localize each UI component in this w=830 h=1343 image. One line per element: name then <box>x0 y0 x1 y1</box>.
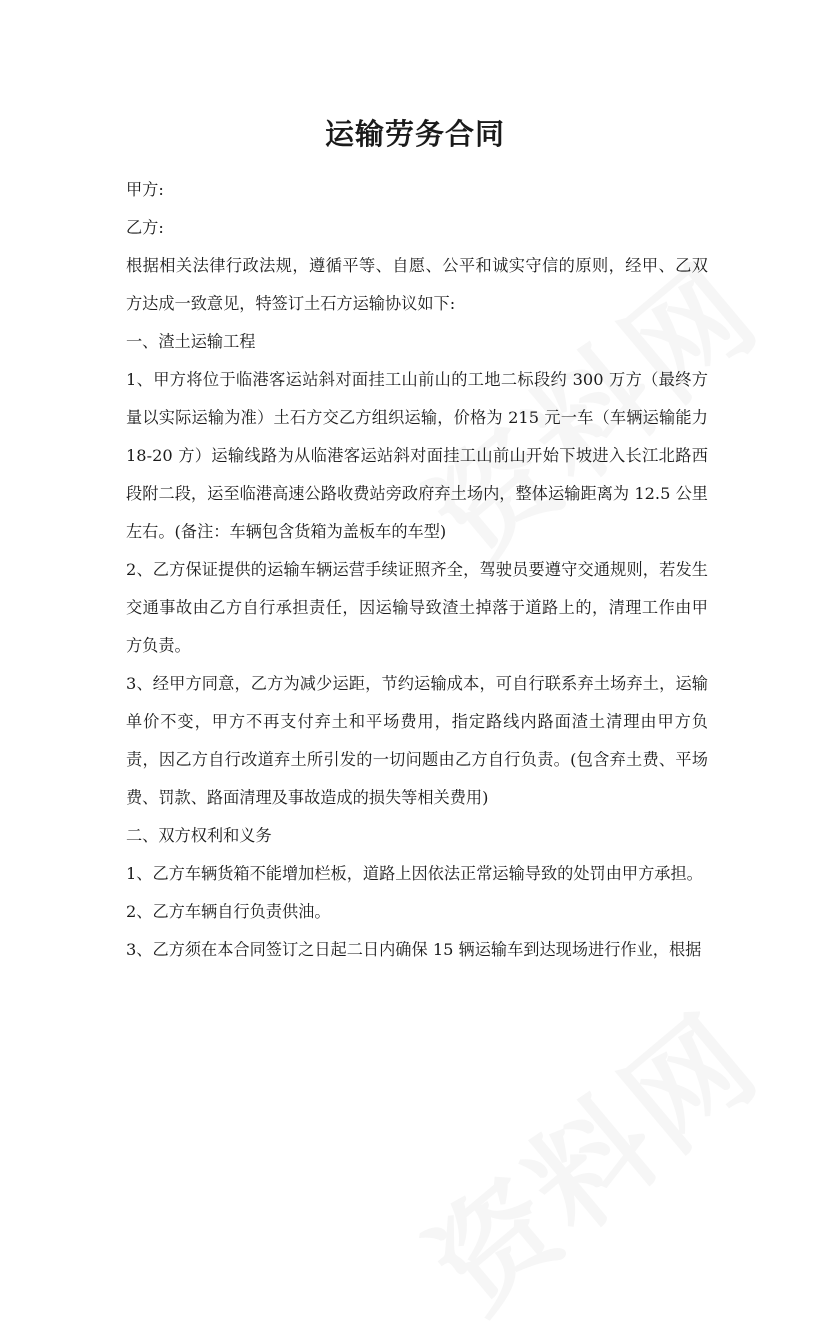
watermark <box>389 969 789 1343</box>
clause-paragraph: 3、经甲方同意，乙方为减少运距，节约运输成本，可自行联系弃土场弃土，运输单价不变，甲方不再支付弃土和平场费用，指定路线内路面渣土清理由甲方负责，因乙方自行改道弃土所引发的一切问题由乙方自行负责。(包含弃土费、平场费、罚款、路面清理及事故造成的损失等相关费用) <box>126 674 708 807</box>
clause-paragraph: 3、乙方须在本合同签订之日起二日内确保 15 辆运输车到达现场进行作业，根据 <box>126 940 702 959</box>
party-b-line: 乙方: <box>126 218 164 237</box>
clause-paragraph: 2、乙方车辆自行负责供油。 <box>126 902 331 921</box>
clause-paragraph: 2、乙方保证提供的运输车辆运营手续证照齐全，驾驶员要遵守交通规则，若发生交通事故由乙方自行承担责任，因运输导致渣土掉落于道路上的，清理工作由甲方负责。 <box>126 560 708 655</box>
document-body <box>126 171 708 969</box>
clause-paragraph: 1、乙方车辆货箱不能增加栏板，道路上因依法正常运输导致的处罚由甲方承担。 <box>126 864 703 883</box>
clause-paragraph: 1、甲方将位于临港客运站斜对面挂工山前山的工地二标段约 300 万方（最终方量以实际运输为准）土石方交乙方组织运输，价格为 215 元一车（车辆运输能力 18-20 方）运输线路为从临港客运站斜对面挂工山前山开始下坡进入长江北路西段附二段，运至临港高速公路收费站旁政府弃土场内，整体运输距离为 12.5 公里左右。(备注：车辆包含货箱为盖板车的车型) <box>126 370 708 541</box>
section-heading: 二、双方权利和义务 <box>126 826 272 845</box>
section-heading: 一、渣土运输工程 <box>126 332 256 351</box>
party-a-line: 甲方: <box>126 180 164 199</box>
document-title: 运输劳务合同 <box>324 117 505 151</box>
intro-paragraph: 根据相关法律行政法规，遵循平等、自愿、公平和诚实守信的原则，经甲、乙双方达成一致意见，特签订土石方运输协议如下: <box>126 256 708 313</box>
